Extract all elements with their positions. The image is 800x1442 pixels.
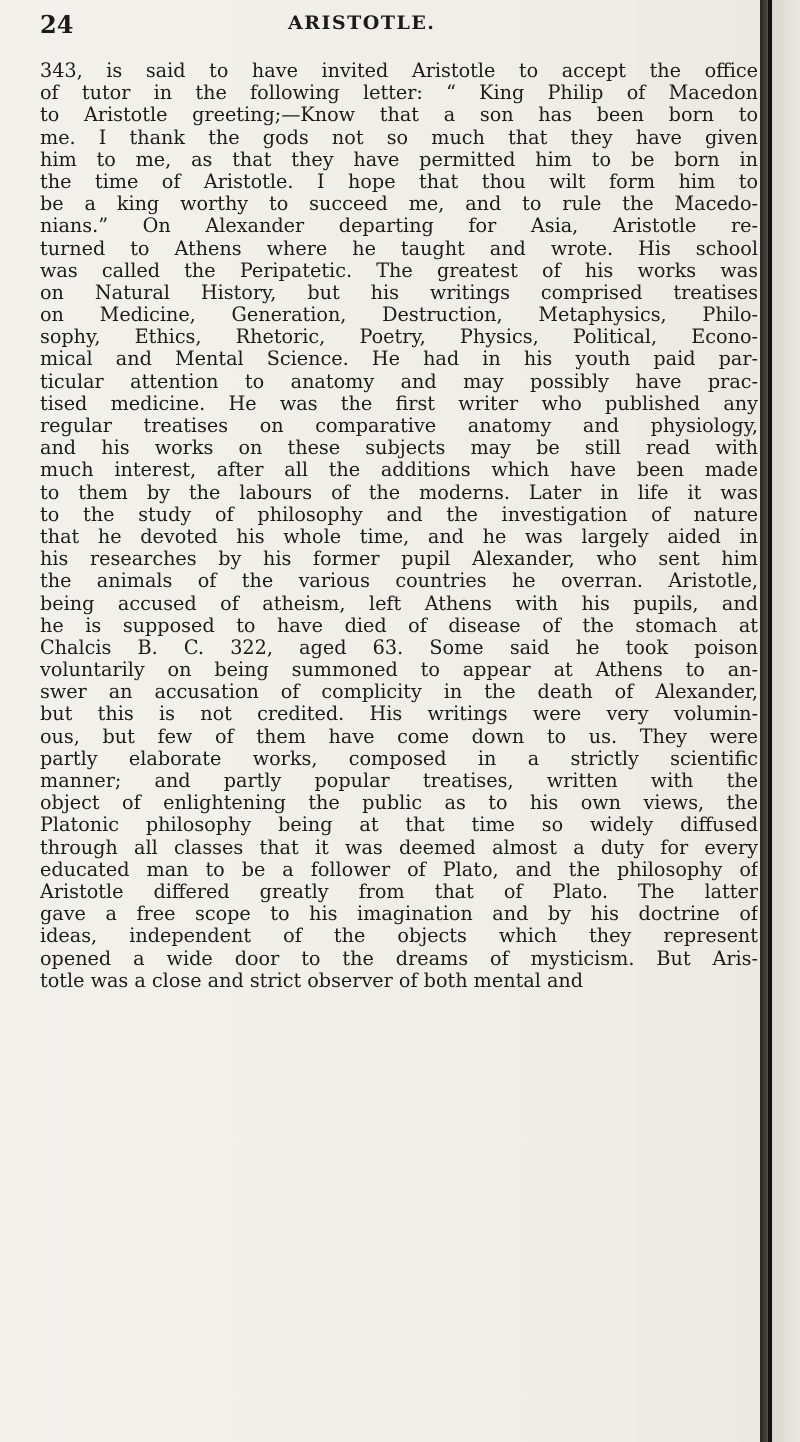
text-line: sophy, Ethics, Rhetoric, Poetry, Physics, Political, Econo- (40, 326, 758, 349)
text-line: object of enlightening the public as to his own views, the (40, 792, 758, 815)
text-line: nians.” On Alexander departing for Asia, Aristotle re- (40, 215, 758, 238)
text-line: to Aristotle greeting;—Know that a son has been born to (40, 104, 758, 127)
text-line: manner; and partly popular treatises, written with the (40, 770, 758, 792)
text-line: was called the Peripatetic. The greatest of his works was (40, 259, 758, 282)
text-line: gave a free scope to his imagination and by his doctrine of (40, 903, 758, 926)
text-line: and his works on these subjects may be still read with (40, 437, 758, 460)
text-line: ous, but few of them have come down to us. They were (40, 725, 758, 748)
binding-edge (768, 0, 772, 1442)
text-line: tised medicine. He was the first writer who published any (40, 392, 758, 415)
text-line: on Natural History, but his writings comprised treatises (40, 281, 758, 304)
text-line: that he devoted his whole time, and he was largely aided in (40, 525, 758, 548)
text-line: educated man to be a follower of Plato, and the philosophy of (40, 858, 758, 881)
text-line: through all classes that it was deemed almost a duty for every (40, 836, 758, 859)
text-line: partly elaborate works, composed in a strictly scientific (40, 747, 758, 770)
text-line: swer an accusation of complicity in the death of Alexander, (40, 681, 758, 704)
text-line: totle was a close and strict observer of both mental and (40, 969, 584, 992)
text-line: ideas, independent of the objects which they represent (40, 925, 758, 948)
text-line: the animals of the various countries he overran. Aristotle, (40, 570, 758, 593)
text-line: but this is not credited. His writings were very volumin- (40, 703, 758, 726)
page-number: 24 (40, 10, 74, 39)
text-line: Platonic philosophy being at that time so widely diffused (40, 814, 758, 837)
text-line: much interest, after all the additions which have been made (40, 459, 758, 482)
text-line: be a king worthy to succeed me, and to rule the Macedo- (40, 193, 758, 216)
text-line: him to me, as that they have permitted him to be born in (40, 148, 758, 171)
text-line: being accused of atheism, left Athens with his pupils, and (40, 592, 758, 615)
text-line: he is supposed to have died of disease of the stomach at (40, 614, 758, 637)
text-line: ticular attention to anatomy and may possibly have prac- (40, 370, 758, 393)
body-text (40, 60, 758, 992)
text-line: Aristotle differed greatly from that of Plato. The latter (40, 880, 758, 903)
text-line: mical and Mental Science. He had in his youth paid par- (40, 348, 758, 371)
text-line: turned to Athens where he taught and wrote. His school (40, 237, 758, 260)
text-line: me. I thank the gods not so much that they have given (40, 126, 758, 149)
text-line: voluntarily on being summoned to appear at Athens to an- (40, 659, 758, 682)
text-line: of tutor in the following letter: “ King Philip of Macedon (40, 82, 758, 105)
text-line: to the study of philosophy and the investigation of nature (40, 503, 758, 526)
running-head: ARISTOTLE. (288, 12, 436, 34)
page-gutter-shadow (760, 0, 800, 1442)
text-line: on Medicine, Generation, Destruction, Metaphysics, Philo- (40, 304, 758, 327)
text-line: regular treatises on comparative anatomy and physiology, (40, 415, 758, 437)
page-header (40, 10, 760, 40)
text-line: the time of Aristotle. I hope that thou wilt form him to (40, 170, 758, 193)
text-line: 343, is said to have invited Aristotle to accept the office (40, 60, 758, 82)
text-line: his researches by his former pupil Alexander, who sent him (40, 548, 758, 571)
text-line: opened a wide door to the dreams of mysticism. But Aris- (40, 947, 758, 970)
text-line: Chalcis B. C. 322, aged 63. Some said he took poison (40, 636, 758, 659)
text-line: to them by the labours of the moderns. Later in life it was (40, 481, 758, 504)
